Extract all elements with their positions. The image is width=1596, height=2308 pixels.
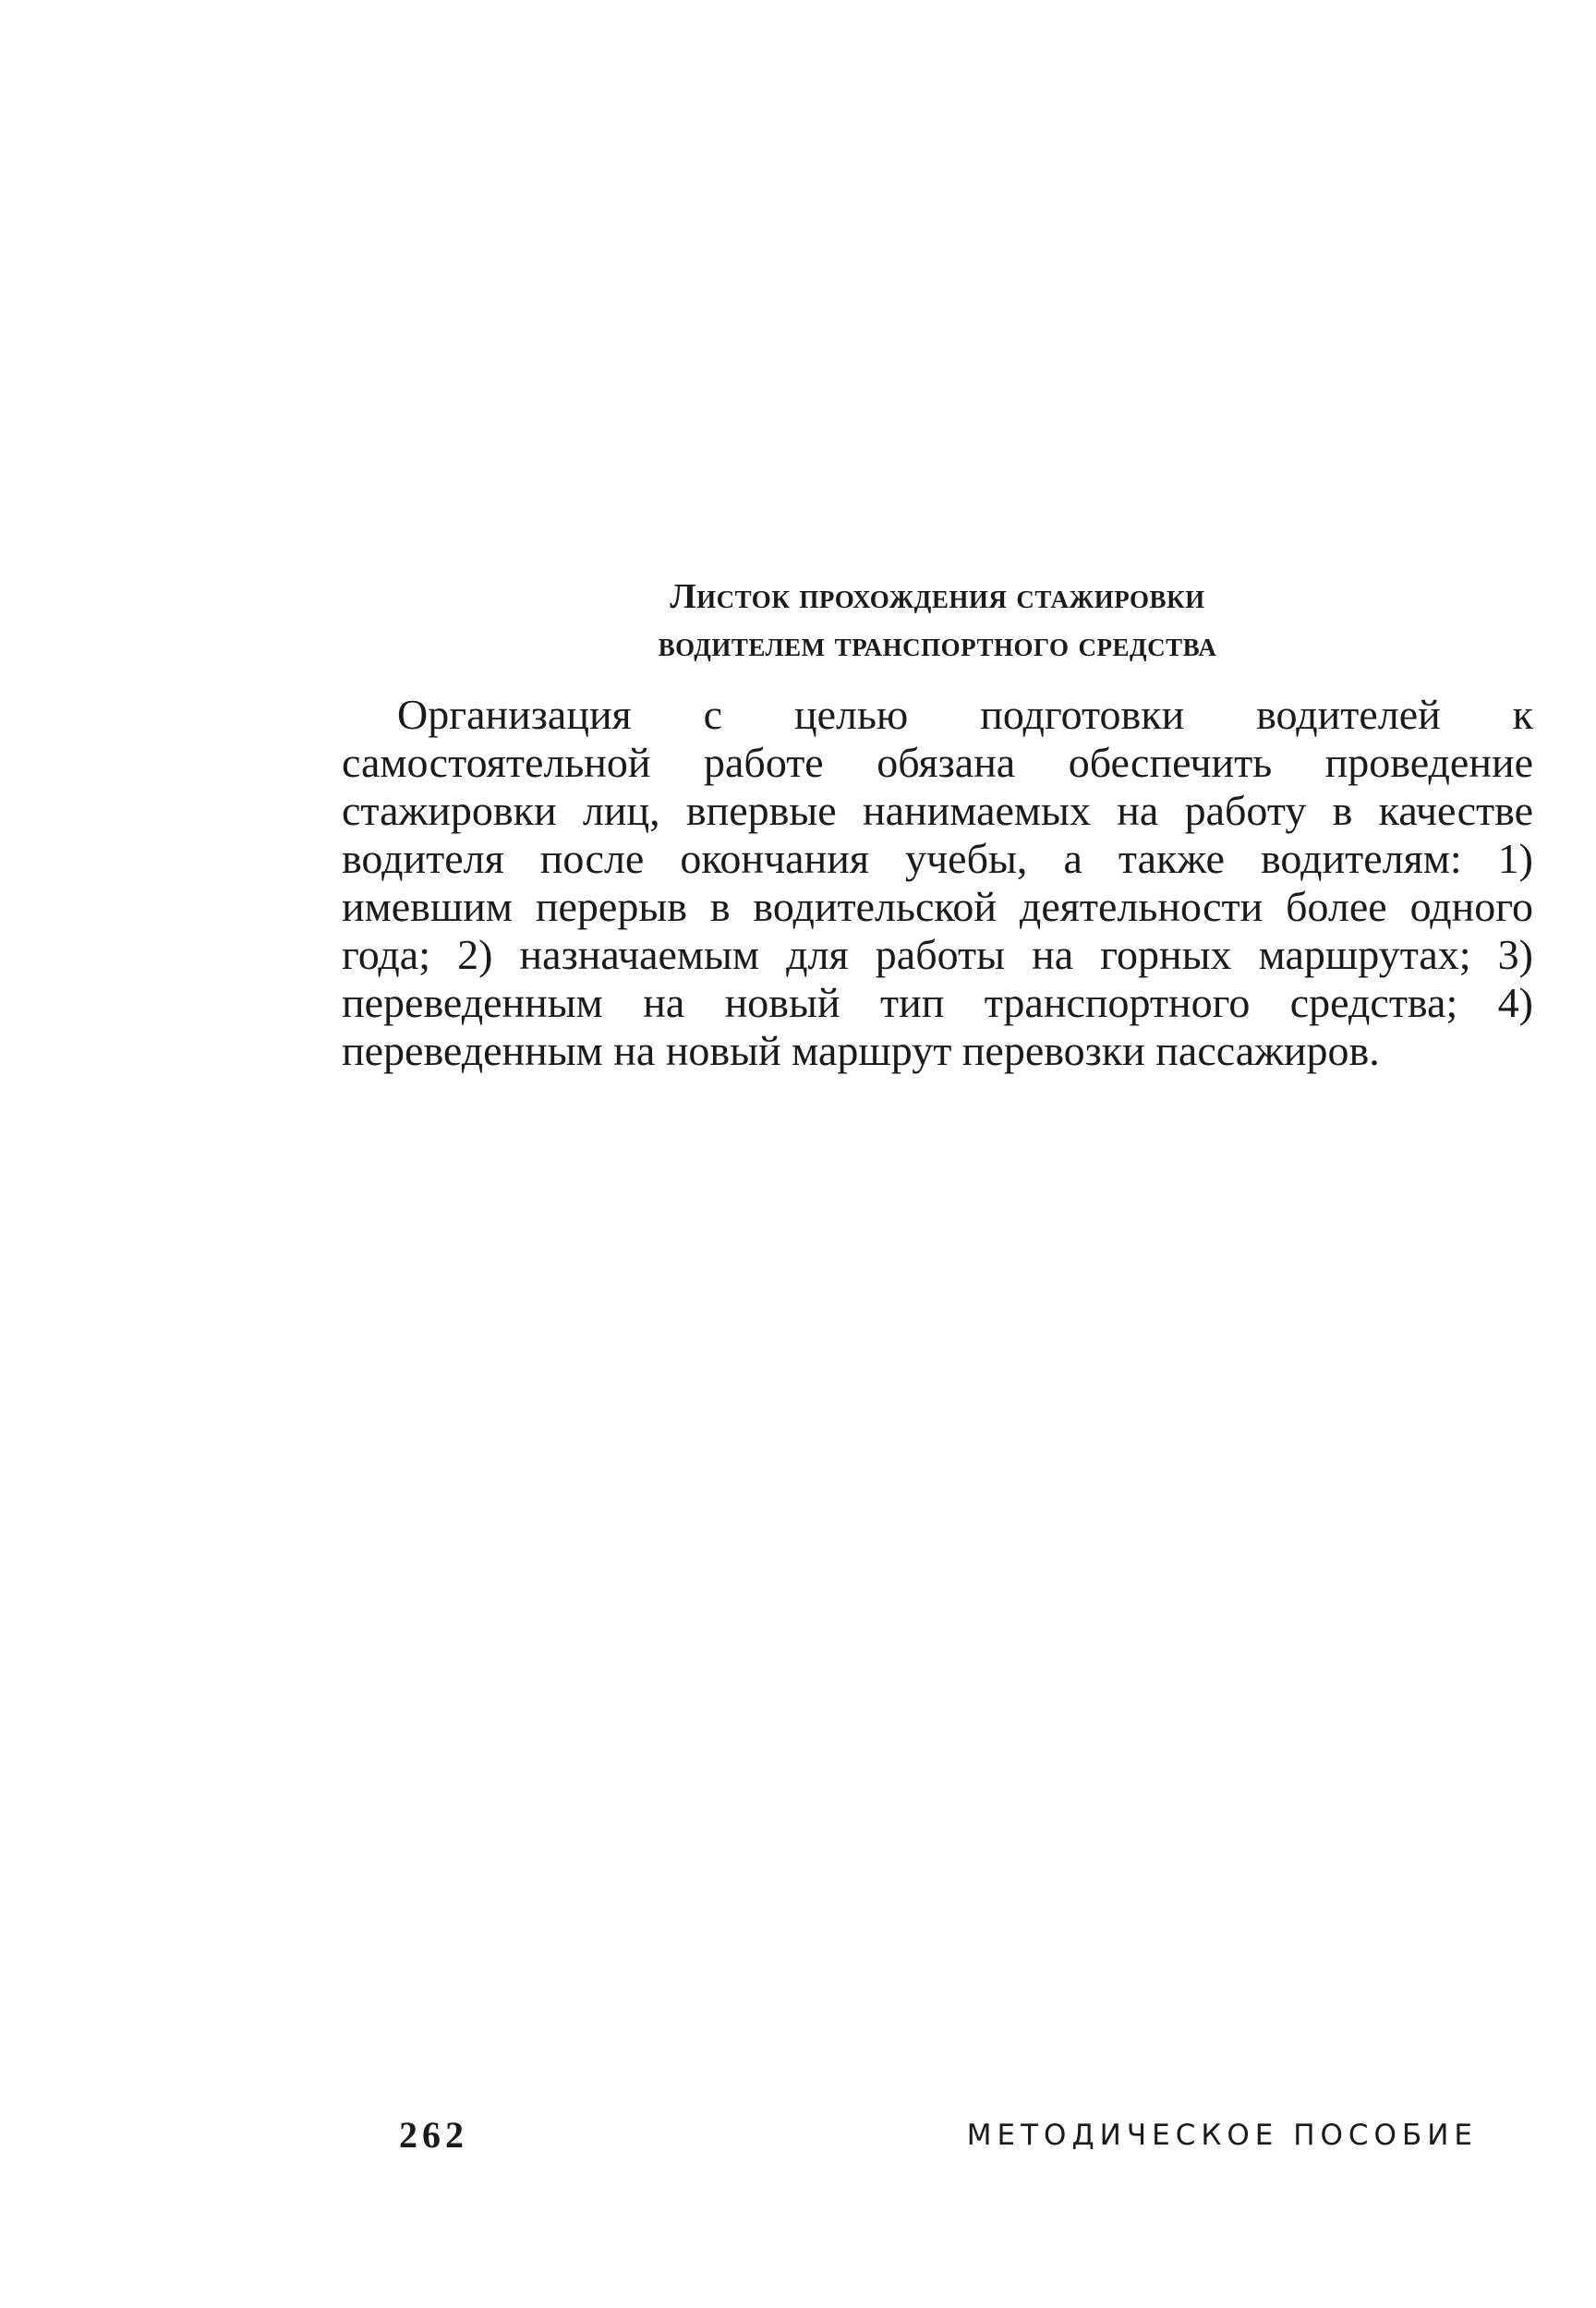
body-paragraph: Организация с целью подготовки водителей к самостоятельной работе обязана обеспечить проведение стажировки лиц, впервые нанимаемых на работу в качестве водителя после окончания учебы, а также водителям: 1) имевшим перерыв в водительской деятельности более одного года; 2) назначаемым для работы на горных маршрутах; 3) переведенным на новый тип транспортного средства; 4) переведенным на новый маршрут перевозки пассажиров. — [342, 691, 1533, 1074]
heading-line-2: водителем транспортного средства — [658, 625, 1217, 664]
section-heading — [342, 573, 1533, 669]
running-title: МЕТОДИЧЕСКОЕ ПОСОБИЕ — [966, 2119, 1478, 2152]
page-footer — [399, 2113, 1478, 2169]
heading-line-1: Листок прохождения стажировки — [670, 577, 1205, 616]
page-number: 262 — [399, 2114, 468, 2156]
